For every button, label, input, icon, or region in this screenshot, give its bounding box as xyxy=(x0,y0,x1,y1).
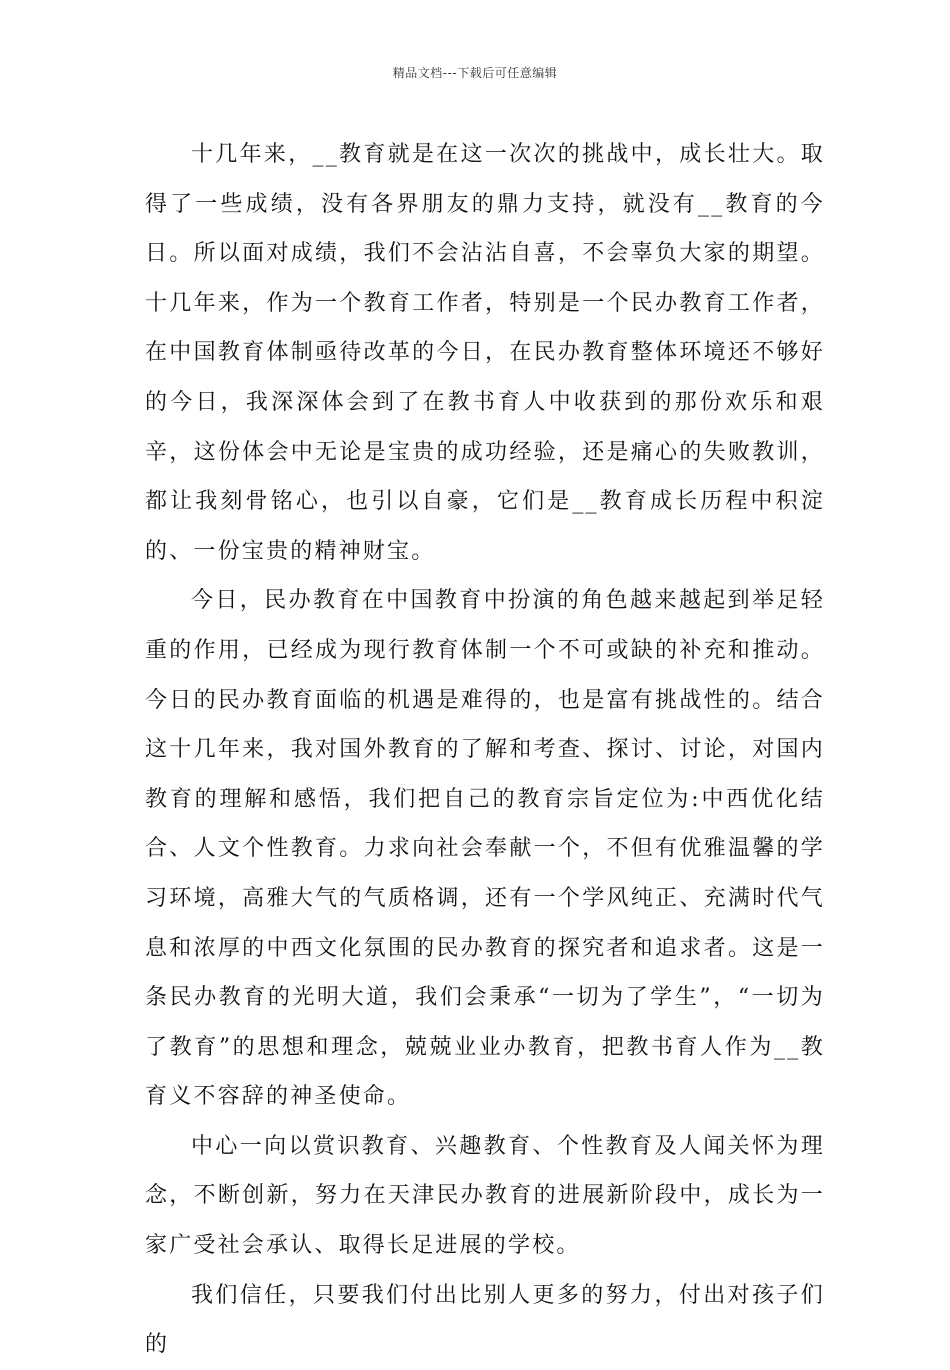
paragraph-4: 我们信任，只要我们付出比别人更多的努力，付出对孩子们的 xyxy=(145,1282,825,1358)
document-body xyxy=(145,130,825,1370)
paragraph-2: 今日，民办教育在中国教育中扮演的角色越来越起到举足轻重的作用，已经成为现行教育体制一个不可或缺的补充和推动。今日的民办教育面临的机遇是难得的，也是富有挑战性的。结合这十几年来，我对国外教育的了解和考查、探讨、讨论，对国内教育的理解和感悟，我们把自己的教育宗旨定位为:中西优化结合、人文个性教育。力求向社会奉献一个，不但有优雅温馨的学习环境，高雅大气的气质格调，还有一个学风纯正、充满时代气息和浓厚的中西文化氛围的民办教育的探究者和追求者。这是一条民办教育的光明大道，我们会秉承“一切为了学生”，“一切为了教育”的思想和理念，兢兢业业办教育，把教书育人作为__教育义不容辞的神圣使命。 xyxy=(145,588,825,1110)
page-header: 精品文档---下载后可任意编辑 xyxy=(392,66,558,80)
paragraph-1: 十几年来，__教育就是在这一次次的挑战中，成长壮大。取得了一些成绩，没有各界朋友的鼎力支持，就没有__教育的今日。所以面对成绩，我们不会沾沾自喜，不会辜负大家的期望。十几年来，作为一个教育工作者，特别是一个民办教育工作者，在中国教育体制亟待改革的今日，在民办教育整体环境还不够好的今日，我深深体会到了在教书育人中收获到的那份欢乐和艰辛，这份体会中无论是宝贵的成功经验，还是痛心的失败教训，都让我刻骨铭心，也引以自豪，它们是__教育成长历程中积淀的、一份宝贵的精神财宝。 xyxy=(145,142,825,564)
paragraph-3: 中心一向以赏识教育、兴趣教育、个性教育及人闻关怀为理念，不断创新，努力在天津民办教育的进展新阶段中，成长为一家广受社会承认、取得长足进展的学校。 xyxy=(145,1133,825,1259)
